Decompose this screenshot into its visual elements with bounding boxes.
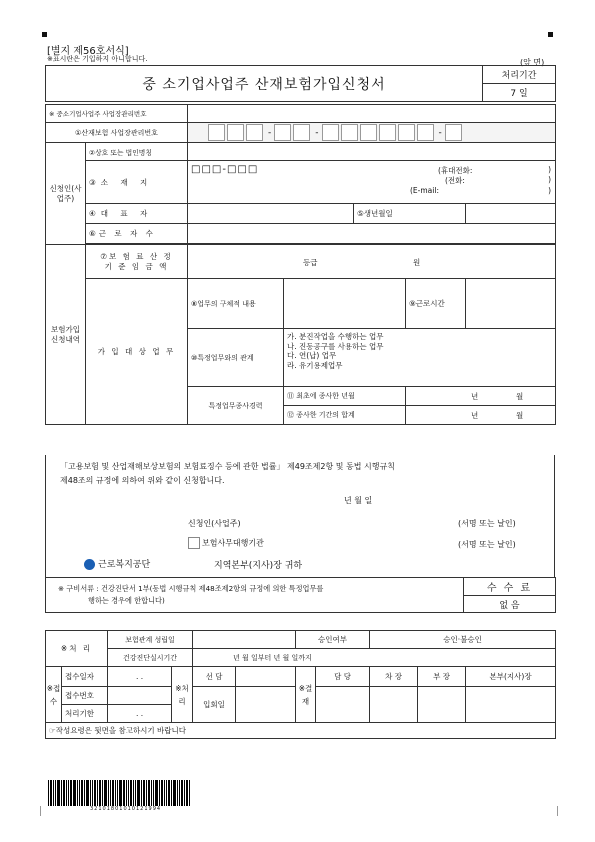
address-label: ③소 재 지 (86, 161, 188, 204)
receipt-no-label: 접수번호 (62, 687, 108, 705)
barcode-bar (99, 780, 101, 806)
fee-value: 없 음 (464, 596, 556, 613)
handle-group-label: ※처리 (172, 667, 193, 723)
sign-branch-head[interactable] (466, 687, 556, 723)
applicant-sign: (서명 또는 날인) (458, 519, 516, 528)
wage-label: ⑦보 험 료 산 정 기 준 임 금 액 (86, 245, 188, 279)
handle-date-field[interactable] (236, 687, 296, 723)
role-staff: 담 당 (316, 667, 370, 687)
receipt-date-label: 접수일자 (62, 667, 108, 687)
barcode-bar (104, 780, 107, 806)
crop-mark-bottom-right (557, 806, 568, 816)
postal-code-boxes: □□□-□□□ (191, 164, 259, 175)
phone-close-paren: ) (548, 175, 552, 184)
processing-period-value: 7 일 (483, 84, 556, 102)
barcode-bar (130, 780, 132, 806)
barcode-bar (73, 780, 76, 806)
approve-group-label: ※결재 (296, 667, 316, 723)
work-content-field[interactable] (284, 279, 406, 329)
agency-name: 근로복지공단 (98, 560, 151, 570)
barcode-bar (173, 780, 176, 806)
barcode-bar (110, 780, 111, 806)
relation-option: 다. 연(납) 업무 (287, 351, 337, 360)
role-director: 부 장 (418, 667, 466, 687)
barcode-bar (146, 780, 147, 806)
barcode-bar (90, 780, 91, 806)
barcode-bar (79, 780, 80, 806)
total-period-label: ⑫ 종사한 기간의 합계 (284, 406, 406, 425)
total-period-field[interactable]: 년 월 (406, 406, 556, 425)
processing-period-label: 처리기간 (483, 66, 556, 84)
statement-line-1: 「고용보험 및 산업재해보상보험의 보험료징수 등에 관한 법률」 제49조제2항 및 동법 시행규칙 (60, 462, 395, 471)
manager-field[interactable] (236, 667, 296, 687)
company-name-field[interactable] (188, 143, 556, 161)
application-table (45, 104, 556, 425)
barcode-bar (48, 780, 49, 806)
agent-sign: (서명 또는 날인) (458, 540, 516, 549)
sign-staff[interactable] (316, 687, 370, 723)
handle-date-label: 입회일 (193, 687, 236, 723)
agency-logo-icon (84, 559, 95, 570)
career-label: 특정업무종사경력 (188, 387, 284, 425)
statement-block (45, 455, 555, 578)
mgmt-section-note: ※ 중소기업사업주 사업장관리번호 (46, 105, 188, 123)
branch-addressee: 지역본부(지사)장 귀하 (214, 561, 303, 571)
barcode-bar (161, 780, 163, 806)
barcode-bar (63, 780, 65, 806)
statement-date: 년 월 일 (344, 496, 373, 505)
header-note: ※표시란은 기입하지 아니합니다. (47, 55, 148, 63)
applicant-group-label: 신청인(사업주) (46, 143, 86, 245)
attachment-table (45, 577, 556, 613)
barcode-bar (189, 780, 190, 806)
fee-label: 수 수 료 (464, 578, 556, 596)
mobile-phone-label: (휴대전화: (438, 166, 473, 175)
processing-label: ※처 리 (46, 631, 108, 667)
clinic-period-label: 건강진단실시기간 (108, 649, 193, 667)
barcode-number: 32101801010121994 (90, 806, 162, 812)
barcode-bar (123, 780, 125, 806)
corner-mark-right (548, 32, 553, 37)
barcode-bar (61, 780, 62, 806)
manager-label: 선 담 (193, 667, 236, 687)
barcode-bar (126, 780, 127, 806)
barcode-bar (171, 780, 172, 806)
work-content-label: ⑧업무의 구체적 내용 (188, 279, 284, 329)
barcode-bar (153, 780, 154, 806)
attachment-text: ※ 구비서류 : 건강진단서 1부(동법 시행규칙 제48조제2항의 규정에 의한 특정업무를 행하는 경우에 한합니다) (46, 578, 464, 613)
processing-table (45, 630, 556, 739)
barcode-bar (135, 780, 136, 806)
insurance-group-label: 보험가입신청내역 (46, 245, 86, 425)
page-side: (앞 면) (520, 58, 545, 67)
role-branch-head: 본부(지사)장 (466, 667, 556, 687)
email-label: (E-mail: (410, 186, 439, 195)
approval-label: 승인여부 (296, 631, 370, 649)
birth-date-label: ⑤생년월일 (354, 204, 466, 224)
barcode-bar (128, 780, 129, 806)
sign-deputy[interactable] (370, 687, 418, 723)
deadline-label: 처리기한 (62, 705, 108, 723)
deadline-field[interactable]: . . (108, 705, 172, 723)
relation-label: ⑩특정업무와의 관계 (188, 329, 284, 387)
barcode-bar (102, 780, 103, 806)
barcode-bar (168, 780, 170, 806)
barcode-bar (186, 780, 188, 806)
barcode-bar (81, 780, 83, 806)
applicant-sign-label: 신청인(사업주) (188, 519, 241, 528)
barcode-bar (70, 780, 72, 806)
barcode-bar (151, 780, 152, 806)
sign-director[interactable] (418, 687, 466, 723)
barcode-bar (55, 780, 56, 806)
work-hours-field[interactable] (466, 279, 556, 329)
representative-field[interactable] (188, 204, 354, 224)
receipt-group-label: ※접수 (46, 667, 62, 723)
barcode-bar (97, 780, 98, 806)
company-name-label: ②상호 또는 법인명칭 (86, 143, 188, 161)
email-close-paren: ) (548, 186, 552, 195)
barcode-bar (117, 780, 118, 806)
barcode-bar (155, 780, 158, 806)
barcode-bar (143, 780, 145, 806)
page-title: 중 소기업사업주 산재보험가입신청서 (46, 66, 483, 102)
barcode-bar (141, 780, 142, 806)
barcode-bar (50, 780, 52, 806)
relation-option: 나. 진동공구를 사용하는 업무 (287, 341, 384, 351)
relation-option: 가. 분진작업을 수행하는 업무 (287, 332, 384, 341)
mgmt-number-field[interactable]: - - - (188, 123, 556, 143)
agency-row (84, 557, 150, 570)
barcode-bar (66, 780, 67, 806)
barcode-bar (84, 780, 85, 806)
title-table (45, 65, 556, 102)
barcode-bar (94, 780, 96, 806)
agent-checkbox-row[interactable] (188, 537, 264, 549)
barcode-bar (164, 780, 165, 806)
barcode-bar (181, 780, 183, 806)
barcode-bar (57, 780, 60, 806)
footer-note: ☞작성요령은 뒷면을 참고하시기 바랍니다 (46, 723, 556, 739)
won-label: 원 (413, 258, 421, 267)
barcode-bar (159, 780, 160, 806)
target-work-label: 가 입 대 상 업 무 (86, 279, 188, 425)
receipt-date-field[interactable]: . . (108, 667, 172, 687)
barcode-bar (53, 780, 54, 806)
barcode-bar (179, 780, 180, 806)
barcode-bar (119, 780, 122, 806)
mgmt-number-label: ①산재보험 사업장관리번호 (46, 123, 188, 143)
birth-date-field[interactable] (466, 204, 556, 224)
receipt-no-field[interactable] (108, 687, 172, 705)
grade-label: 등급 (303, 258, 318, 267)
barcode-bar (133, 780, 134, 806)
agent-label: 보험사무대행기관 (202, 538, 264, 548)
crop-mark-bottom-left (40, 806, 51, 816)
workers-count-label: ⑥근 로 자 수 (86, 224, 188, 244)
barcode-bar (112, 780, 114, 806)
approval-value[interactable]: 승인·불승인 (370, 631, 556, 649)
first-engaged-label: ⑪ 최초에 종사한 년월 (284, 387, 406, 406)
barcode-bar (148, 780, 150, 806)
phone-label: (전화: (445, 176, 465, 185)
corner-mark-left (42, 32, 47, 37)
workers-count-field[interactable] (188, 224, 556, 244)
relation-options[interactable] (284, 329, 556, 387)
barcode-bar (166, 780, 167, 806)
barcode-bar (108, 780, 109, 806)
barcode (48, 780, 223, 806)
relation-option: 라. 유기용제업무 (287, 360, 343, 370)
barcode-bar (77, 780, 78, 806)
clinic-period-field[interactable]: 년 월 일부터 년 월 일까지 (193, 649, 556, 667)
barcode-bar (177, 780, 178, 806)
first-engaged-field[interactable]: 년 월 (406, 387, 556, 406)
work-hours-label: ⑨근로시간 (406, 279, 466, 329)
wage-field[interactable] (188, 245, 556, 279)
establishment-date-field[interactable] (193, 631, 296, 649)
barcode-bar (68, 780, 69, 806)
barcode-bar (115, 780, 116, 806)
barcode-bar (184, 780, 185, 806)
representative-label: ④대 표 자 (86, 204, 188, 224)
barcode-bar (86, 780, 89, 806)
barcode-bar (92, 780, 93, 806)
statement-line-2: 제48조의 규정에 의하여 위와 같이 신청합니다. (60, 476, 225, 485)
address-field[interactable] (188, 161, 556, 204)
establishment-date-label: 보험관계 성립일 (108, 631, 193, 649)
mobile-close-paren: ) (548, 165, 552, 174)
form-number: [별지 제56호서식] (47, 46, 129, 57)
barcode-bar (137, 780, 140, 806)
role-deputy: 차 장 (370, 667, 418, 687)
agent-checkbox[interactable] (188, 537, 200, 549)
